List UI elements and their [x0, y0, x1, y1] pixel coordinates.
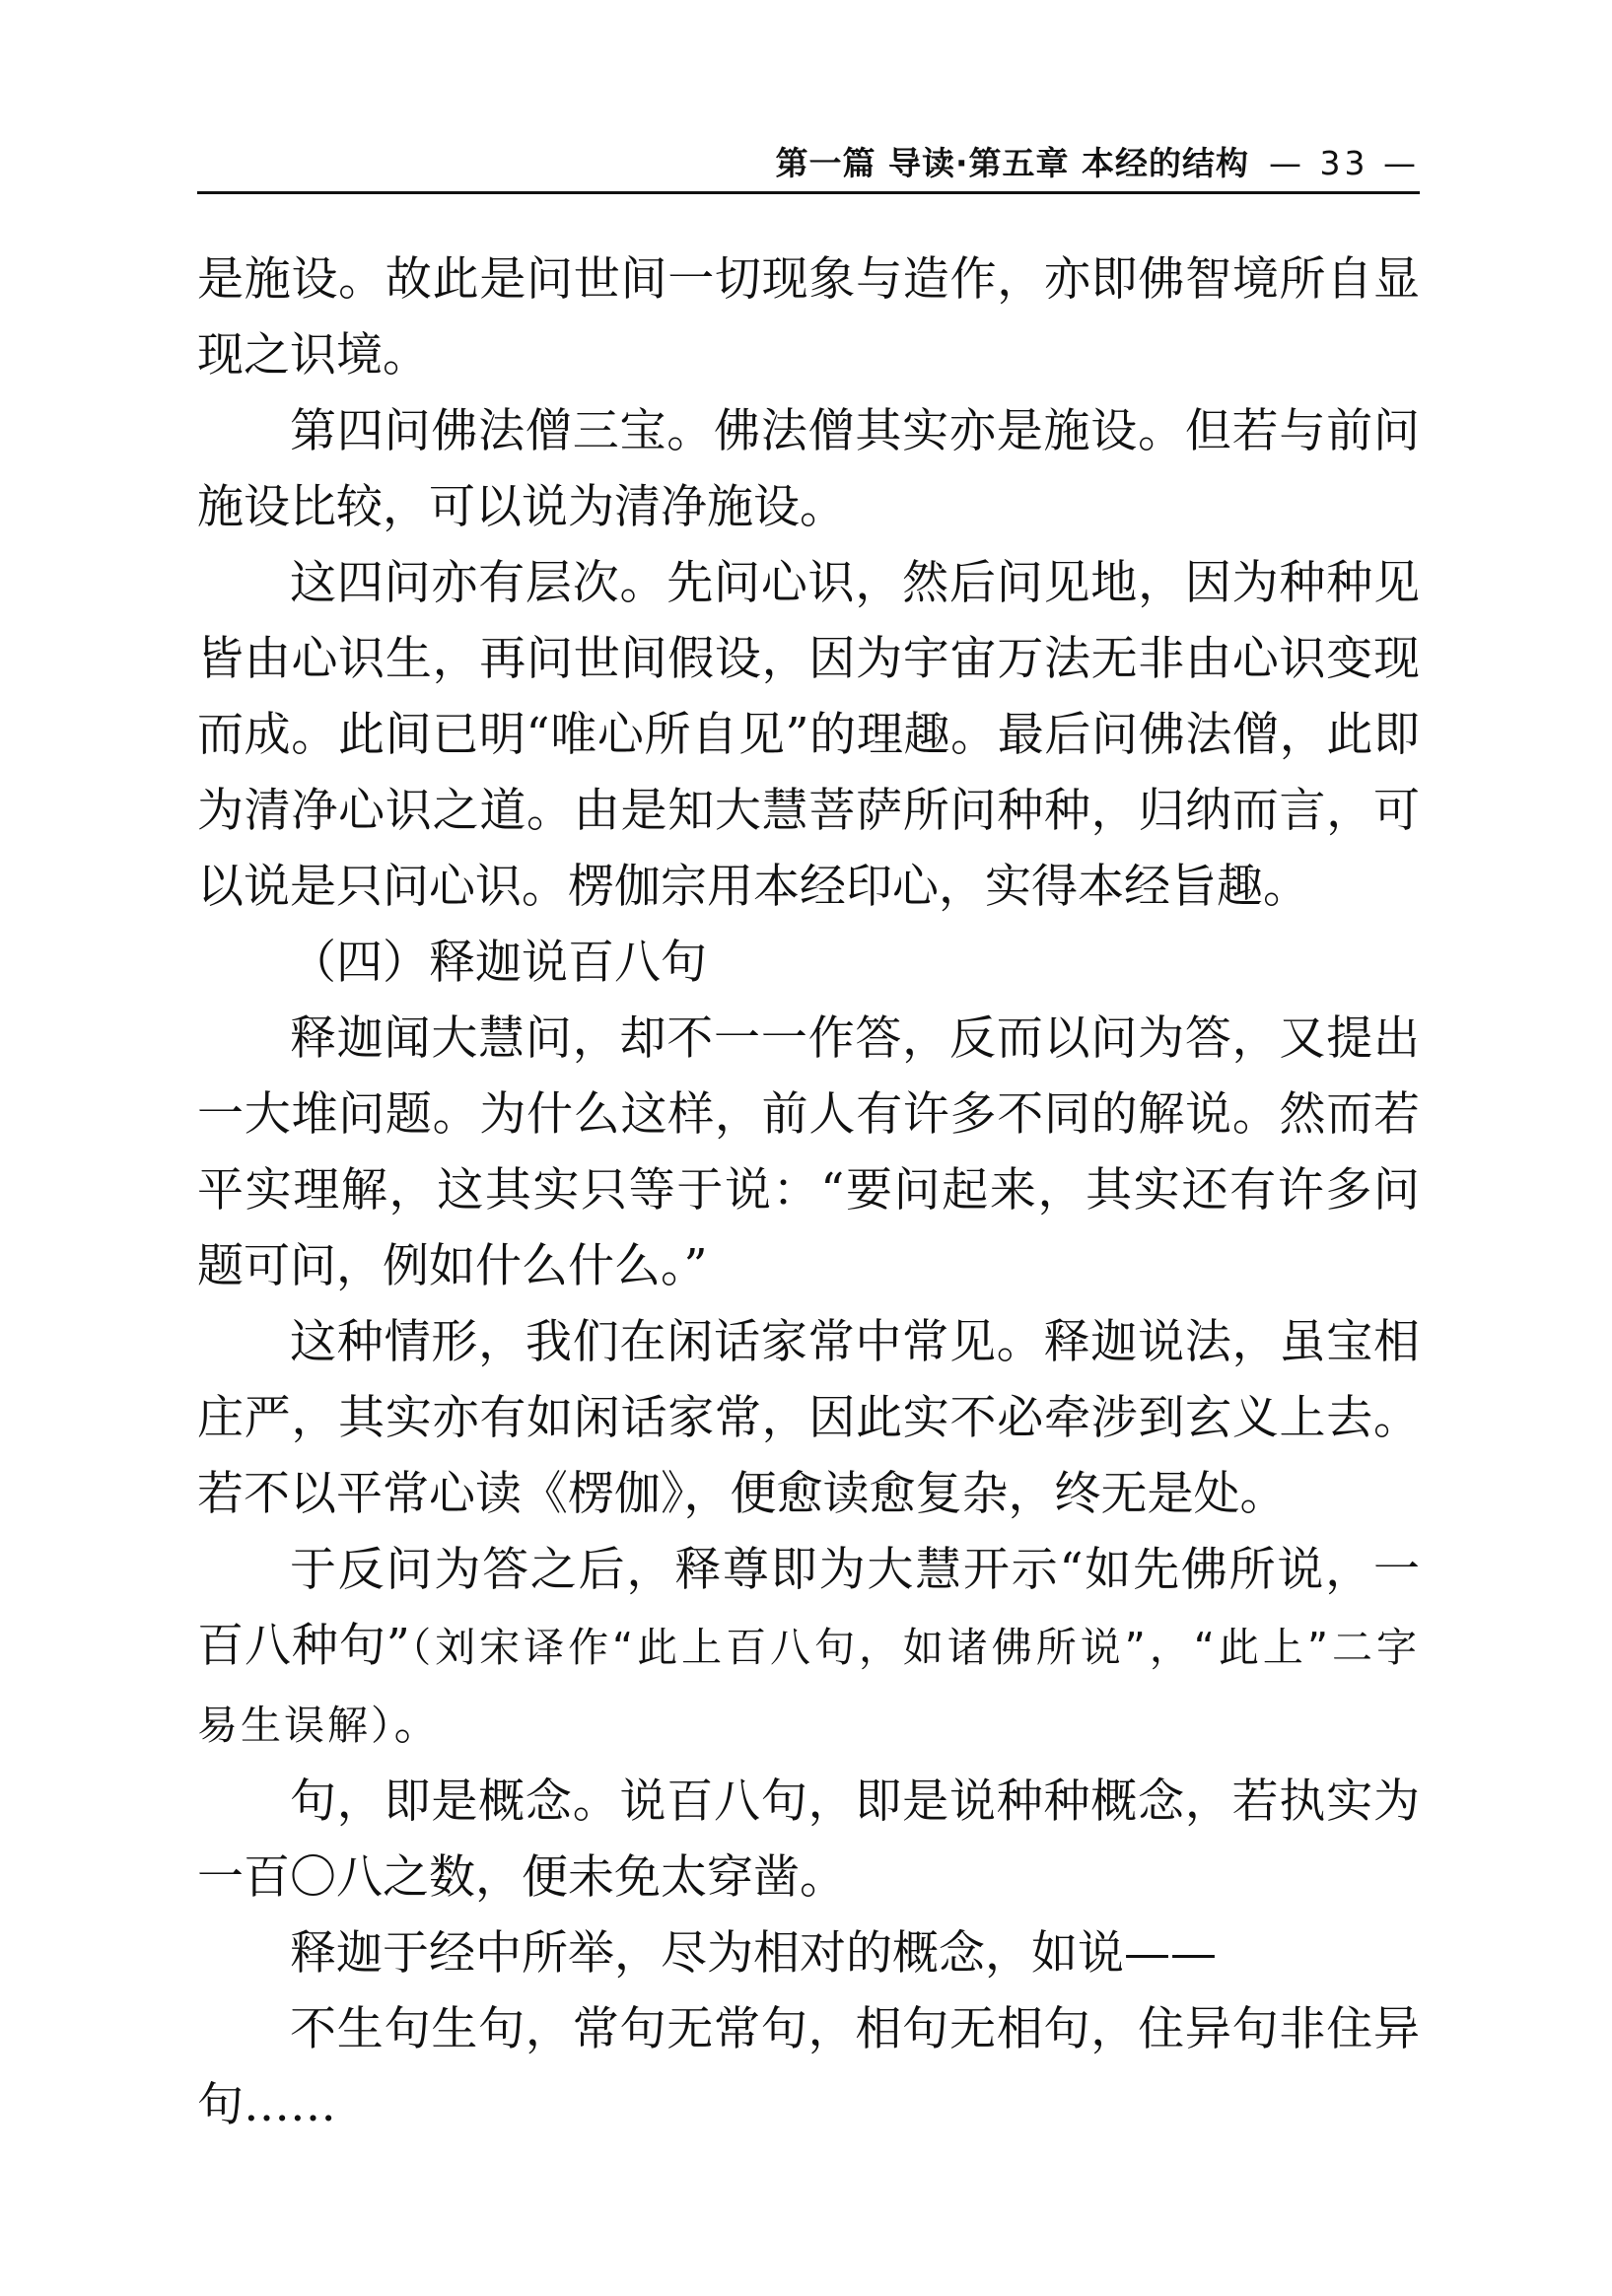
paragraph-3: 这四问亦有层次。先问心识，然后问见地，因为种种见皆由心识生，再问世间假设，因为宇宙万法无非由心识变现而成。此间已明“唯心所自见”的理趣。最后问佛法僧，此即为清净心识之道。由是知大慧菩萨所问种种，归纳而言，可以说是只问心识。楞伽宗用本经印心，实得本经旨趣。 — [197, 556, 1420, 914]
header-rule — [197, 191, 1420, 194]
paragraph-8: 释迦于经中所举，尽为相对的概念，如说—— — [290, 1926, 1217, 1981]
running-head-title: 第一篇 导读·第五章 本经的结构 — [775, 144, 1250, 182]
paragraph-6 — [197, 1532, 1420, 1764]
paragraph-6-end: 。 — [393, 1697, 441, 1751]
section-heading: （四）释迦说百八句 — [290, 936, 707, 990]
paragraph-4: 释迦闻大慧问，却不一一作答，反而以问为答，又提出一大堆问题。为什么这样，前人有许多不同的解说。然而若平实理解，这其实只等于说：“要问起来，其实还有许多问题可问，例如什么什么。” — [197, 1011, 1420, 1293]
paragraph-7: 句，即是概念。说百八句，即是说种种概念，若执实为一百〇八之数，便未免太穿凿。 — [197, 1774, 1420, 1905]
paragraph-6-main: 于反问为答之后，释尊即为大慧开示“如先佛所说，一百八种句” — [197, 1543, 1420, 1673]
running-head — [197, 138, 1420, 197]
page-number: — 33 — — [1269, 144, 1420, 182]
body-text — [197, 242, 1420, 2143]
paragraph-1: 是施设。故此是问世间一切现象与造作，亦即佛智境所自显现之识境。 — [197, 252, 1420, 383]
paragraph-9: 不生句生句，常句无常句，相句无相句，住异句非住异句…… — [197, 2002, 1420, 2132]
paragraph-5: 这种情形，我们在闲话家常中常见。释迦说法，虽宝相庄严，其实亦有如闲话家常，因此实不必牵涉到玄义上去。若不以平常心读《楞伽》，便愈读愈复杂，终无是处。 — [197, 1315, 1420, 1521]
paragraph-2: 第四问佛法僧三宝。佛法僧其实亦是施设。但若与前问施设比较，可以说为清净施设。 — [197, 404, 1420, 534]
translation-note: （刘宋译作“此上百八句，如诸佛所说”，“此上”二字易生误解） — [197, 1624, 1420, 1749]
